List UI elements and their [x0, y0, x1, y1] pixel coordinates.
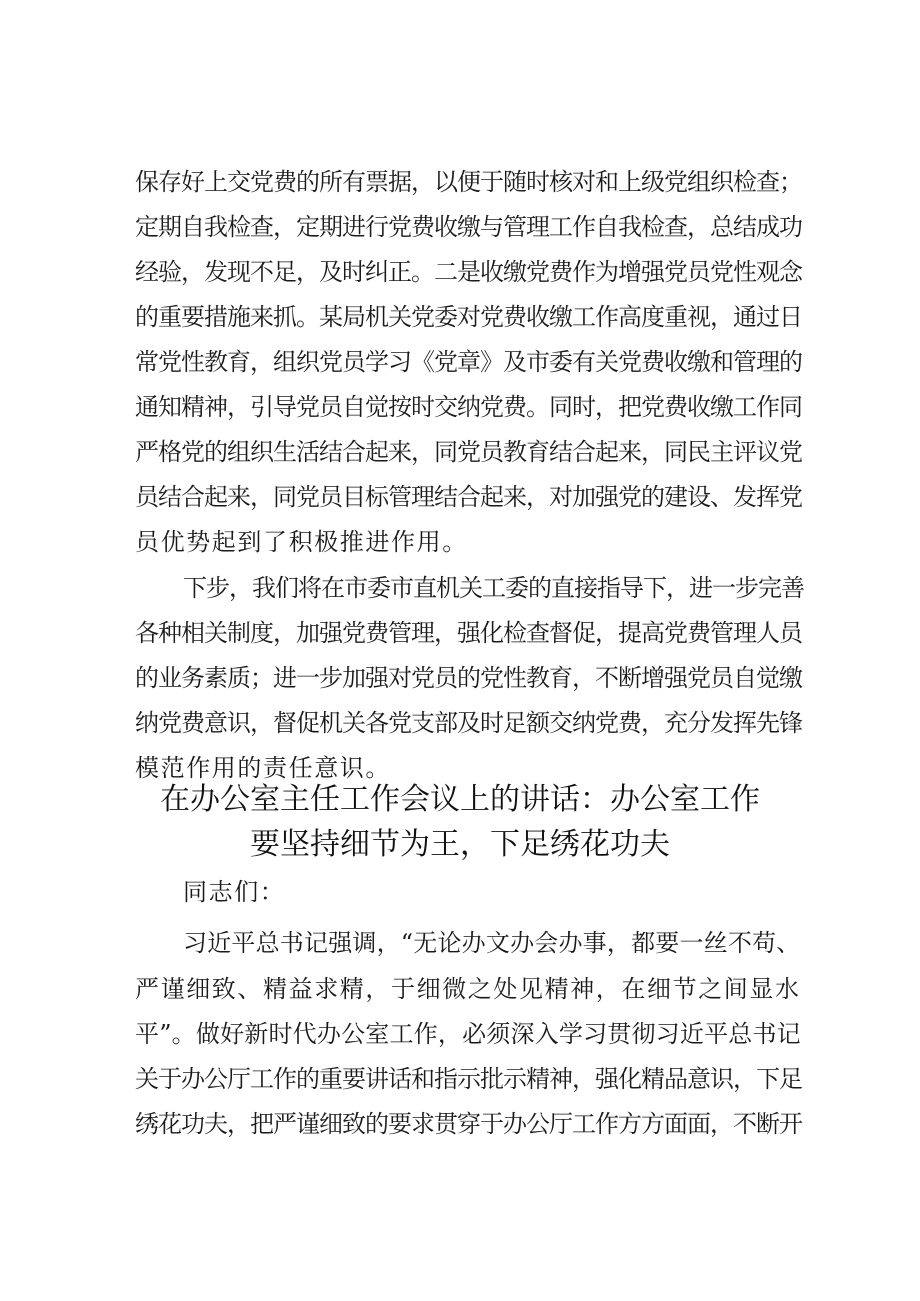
paragraph-line: 员结合起来，同党员目标管理结合起来，对加强党的建设、发挥党 — [135, 483, 802, 511]
paragraph-line: 的重要措施来抓。某局机关党委对党费收缴工作高度重视，通过日 — [135, 303, 802, 331]
paragraph-line: 习近平总书记强调，“无论办文办会办事，都要一丝不苟、 — [183, 929, 801, 957]
paragraph-line: 保存好上交党费的所有票据，以便于随时核对和上级党组织检查； — [135, 168, 802, 196]
paragraph-line: 的业务素质；进一步加强对党员的党性教育，不断增强党员自觉缴 — [135, 664, 802, 692]
paragraph-line: 严格党的组织生活结合起来，同党员教育结合起来，同民主评议党 — [135, 438, 802, 466]
paragraph-line: 纳党费意识，督促机关各党支部及时足额交纳党费，充分发挥先锋 — [135, 709, 802, 737]
paragraph-line: 通知精神，引导党员自觉按时交纳党费。同时，把党费收缴工作同 — [135, 393, 802, 421]
paragraph-line: 模范作用的责任意识。 — [135, 754, 391, 782]
paragraph-line: 绣花功夫，把严谨细致的要求贯穿于办公厅工作方方面面，不断开 — [135, 1110, 802, 1138]
paragraph-line: 平”。做好新时代办公室工作，必须深入学习贯彻习近平总书记 — [135, 1020, 801, 1048]
speech-title-line-2: 要坚持细节为王，下足绣花功夫 — [250, 827, 670, 862]
salutation: 同志们： — [183, 878, 286, 906]
paragraph-line: 员优势起到了积极推进作用。 — [135, 528, 468, 556]
paragraph-line: 严谨细致、精益求精，于细微之处见精神，在细节之间显水 — [135, 975, 801, 1003]
paragraph-line: 经验，发现不足，及时纠正。二是收缴党费作为增强党员党性观念 — [135, 258, 802, 286]
speech-title-line-1: 在办公室主任工作会议上的讲话：办公室工作 — [160, 782, 760, 817]
paragraph-line: 下步，我们将在市委市直机关工委的直接指导下，进一步完善 — [183, 574, 804, 602]
paragraph-line: 各种相关制度，加强党费管理，强化检查督促，提高党费管理人员 — [135, 619, 802, 647]
paragraph-line: 常党性教育，组织党员学习《党章》及市委有关党费收缴和管理的 — [135, 348, 802, 376]
paragraph-line: 定期自我检查，定期进行党费收缴与管理工作自我检查，总结成功 — [135, 213, 802, 241]
paragraph-line: 关于办公厅工作的重要讲话和指示批示精神，强化精品意识，下足 — [135, 1065, 802, 1093]
